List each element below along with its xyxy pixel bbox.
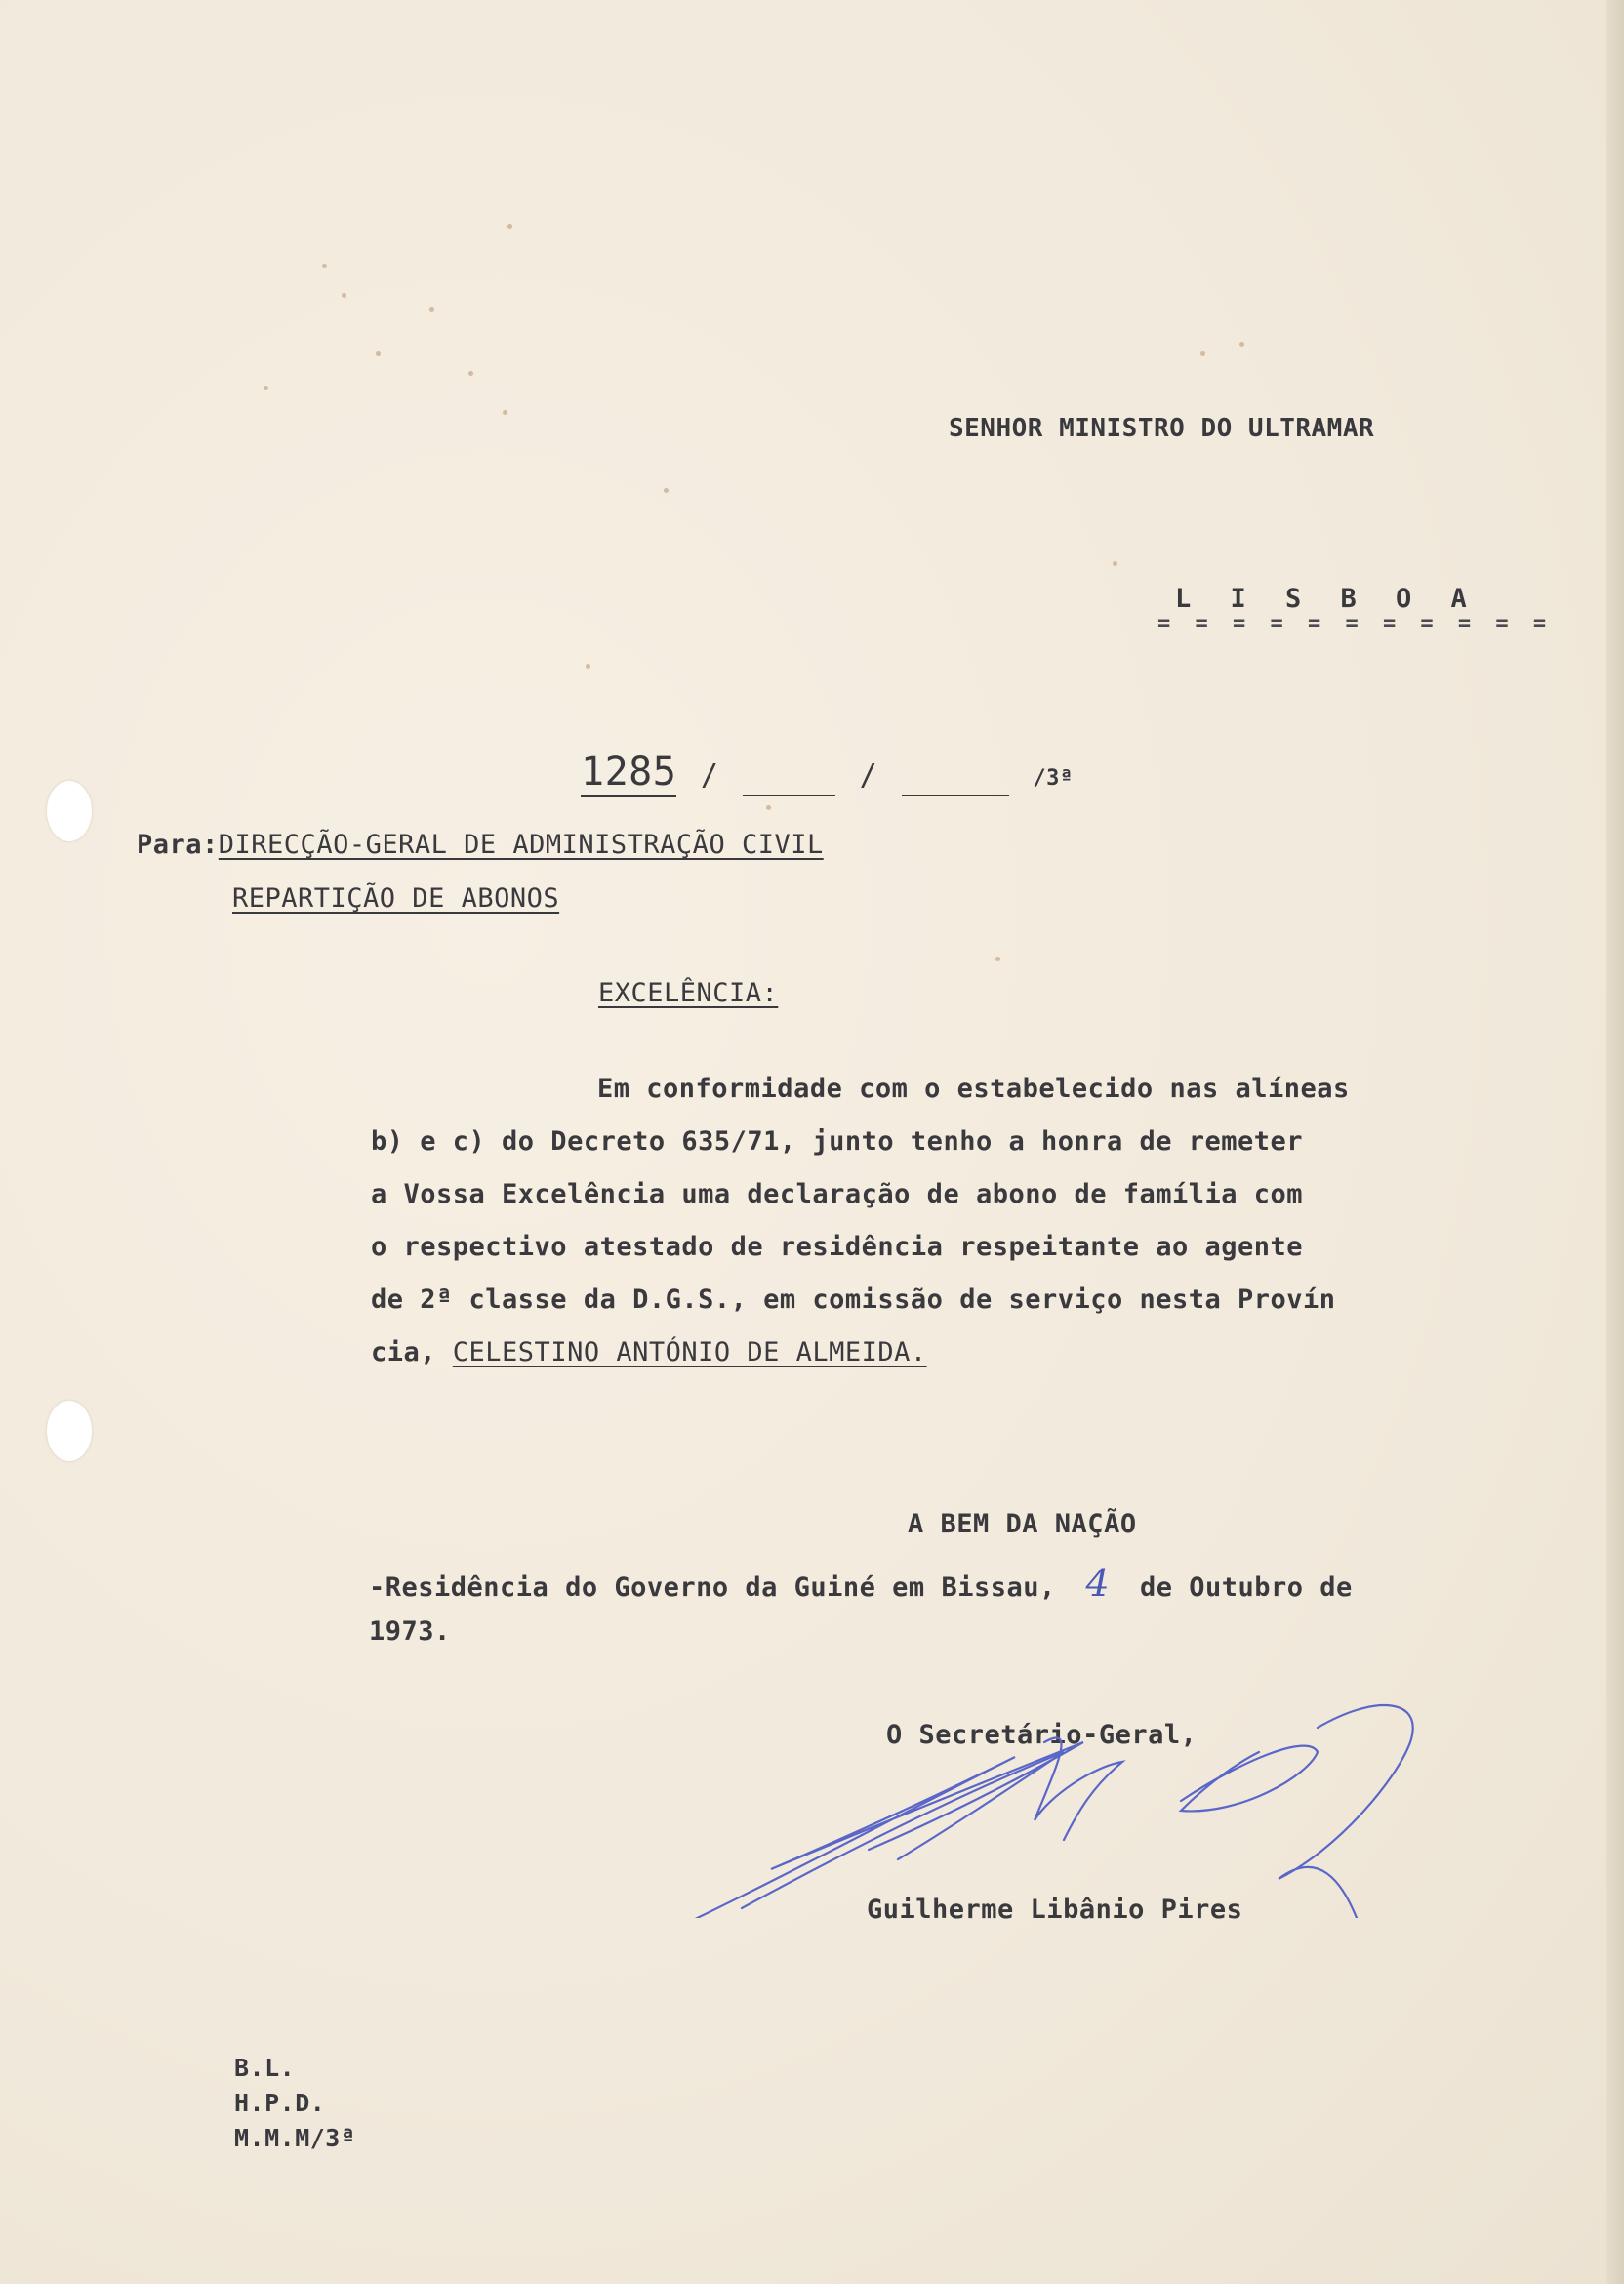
addressee-city: L I S B O A	[1175, 584, 1479, 614]
punch-hole-bottom	[47, 1401, 92, 1461]
reference-suffix: /3ª	[1033, 766, 1074, 791]
reference-sep-2: /	[859, 758, 878, 793]
para-line-2: REPARTIÇÃO DE ABONOS	[232, 883, 560, 914]
body-line-3: a Vossa Excelência uma declaração de abono de família com	[371, 1179, 1304, 1209]
place-date-line	[369, 1562, 1353, 1605]
punch-hole-top	[47, 781, 92, 841]
agent-name: CELESTINO ANTÓNIO DE ALMEIDA.	[452, 1337, 927, 1367]
addressee-line: SENHOR MINISTRO DO ULTRAMAR	[949, 414, 1375, 443]
year: 1973.	[369, 1616, 451, 1647]
signature-title: O Secretário-Geral,	[886, 1720, 1198, 1750]
reference-number: 1285	[581, 750, 676, 797]
salutation	[598, 978, 778, 1008]
page-edge	[1606, 0, 1624, 2284]
body-line-1: Em conformidade com o estabelecido nas alíneas	[597, 1074, 1350, 1104]
reference-line	[581, 750, 1074, 796]
place-suffix: de Outubro de	[1139, 1572, 1353, 1603]
para-recipient: DIRECÇÃO-GERAL DE ADMINISTRAÇÃO CIVIL	[218, 830, 824, 860]
salutation-text: EXCELÊNCIA:	[598, 978, 779, 1008]
handwritten-day: 4	[1085, 1562, 1111, 1605]
initials-2: H.P.D.	[234, 2089, 326, 2117]
handwritten-signature	[634, 1684, 1435, 1918]
body-line-6	[371, 1337, 927, 1367]
body-line-4: o respectivo atestado de residência respeitante ao agente	[371, 1232, 1304, 1262]
reference-sep-1: /	[700, 758, 719, 793]
reference-blank-2	[902, 769, 1009, 796]
signatory-name: Guilherme Libânio Pires	[867, 1895, 1243, 1925]
body-last-prefix: cia,	[371, 1337, 453, 1367]
body-line-2: b) e c) do Decreto 635/71, junto tenho a honra de remeter	[371, 1126, 1304, 1157]
initials-1: B.L.	[234, 2054, 296, 2082]
reference-blank-1	[743, 769, 835, 796]
place-prefix: -Residência do Governo da Guiné em Bissau,	[369, 1572, 1056, 1603]
body-line-5: de 2ª classe da D.G.S., em comissão de serviço nesta Provín	[371, 1285, 1336, 1315]
motto: A BEM DA NAÇÃO	[908, 1509, 1137, 1539]
initials-3: M.M.M/3ª	[234, 2124, 356, 2152]
addressee-city-underline: = = = = = = = = = = =	[1157, 611, 1553, 635]
para-label: Para:	[137, 830, 219, 860]
para-line-1	[137, 830, 824, 860]
